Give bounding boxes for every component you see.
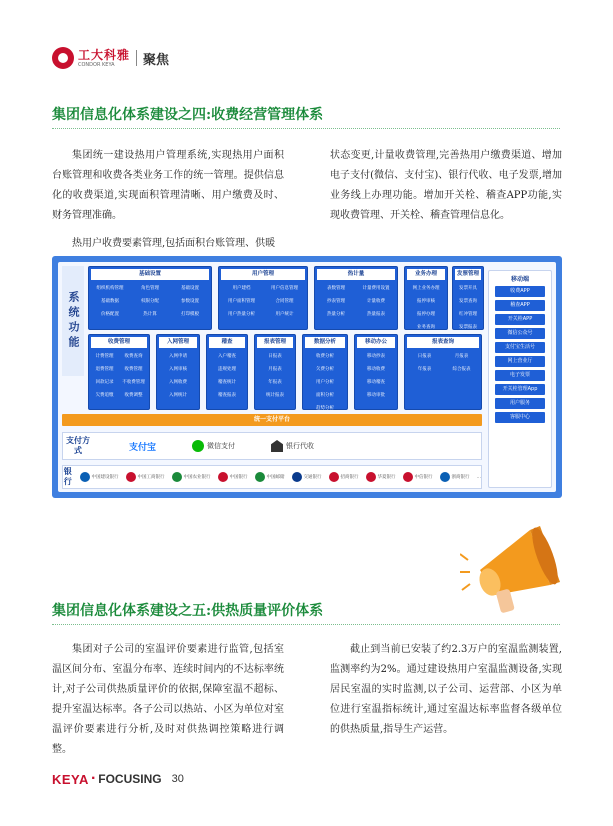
bank-emblem-icon (440, 472, 450, 482)
module-item: 打印模板 (181, 312, 199, 317)
module-item: 组织机构管理 (96, 286, 124, 291)
module-item: 日报表 (417, 354, 432, 359)
bank-more: … (476, 474, 481, 480)
section5-left-column (52, 640, 284, 768)
bottom-module-title: 收费管理 (91, 337, 147, 348)
bank-emblem-icon (255, 472, 265, 482)
module-item: 收费分析 (316, 354, 334, 359)
bottom-module-title: 数据分析 (305, 337, 345, 348)
module-item: 移动抄表 (367, 354, 385, 359)
module-item: 发票开具 (459, 286, 477, 291)
section4-right-p1: 状态变更,计量收费管理,完善热用户缴费渠道、增加电子支付(微信、支付宝)、银行代收、电子发票,增加业务线上办理功能。增加开关栓、稽查APP功能,实现收费管理、开关栓、稽查管理信息化。 (330, 150, 562, 221)
footer-brand2: FOCUSING (98, 772, 162, 786)
bottom-module-title: 报表管理 (257, 337, 293, 348)
top-module-2 (314, 266, 398, 330)
bottom-module-title: 入网管理 (159, 337, 197, 348)
module-item: 用户信息管理 (271, 286, 298, 291)
bottom-module-1 (156, 334, 200, 410)
module-item: 发票查询 (459, 299, 477, 304)
bank-icon (271, 440, 283, 452)
bottom-module-title: 报表查询 (407, 337, 479, 348)
module-item: 发票报表 (459, 325, 477, 330)
bottom-module-0 (88, 334, 150, 410)
bank-name: 中国农业银行 (183, 475, 211, 480)
module-item: 入户稽查 (218, 354, 236, 359)
module-item: 用户统计 (275, 312, 294, 317)
module-item: 价格配置 (101, 312, 119, 317)
right-panel-item: 稽查APP (495, 300, 545, 311)
bank-name: 中信银行 (414, 475, 433, 480)
bank-logo (329, 472, 359, 482)
module-item: 热计算 (143, 312, 157, 317)
right-panel-item: 用户服务 (495, 398, 545, 409)
section4-left-p2: 热用户收费要素管理,包括面积台账管理、供暖 (72, 238, 276, 249)
module-item: 年报表 (268, 380, 282, 385)
bank-logo (403, 472, 433, 482)
bottom-module-2 (206, 334, 248, 410)
right-panel-item: 开关栓APP (495, 314, 545, 325)
bottom-module-5 (354, 334, 398, 410)
bank-emblem-icon (126, 472, 136, 482)
right-panel-item: 微信公众号 (495, 328, 545, 339)
module-item: 计量收费 (367, 299, 385, 304)
module-item: 网上业务办理 (412, 286, 440, 291)
section4-left-column (52, 146, 284, 262)
bank-logo (126, 472, 165, 482)
module-item: 热量分析 (327, 312, 345, 317)
bottom-module-4 (302, 334, 348, 410)
module-item: 欠费分析 (316, 367, 334, 372)
fee-management-diagram (52, 256, 562, 498)
top-module-1 (218, 266, 308, 330)
right-panel-item: 网上营业厅 (495, 356, 545, 367)
bank-name: 交通银行 (303, 475, 322, 480)
module-item: 不收费管理 (122, 380, 145, 385)
top-module-title: 用户管理 (221, 269, 305, 280)
bottom-module-6 (404, 334, 482, 410)
bank-name: 华夏银行 (377, 475, 396, 480)
bank-row-label: 银行 (63, 467, 72, 486)
bank-logos (73, 472, 470, 482)
page-number: 30 (171, 773, 184, 785)
bank-collection-label: 银行代收 (286, 442, 315, 450)
module-item: 收费查询 (124, 354, 143, 359)
module-item: 计量费用设置 (362, 286, 390, 291)
section5-right-p1: 截止到当前已安装了约2.3万户的室温监测装置,监测率约为2%。通过建设热用户室温监测设备,实现居民室温的实时监测,以子公司、运营部、小区为单位进行室温指标统计,通过室温达标率监督各级单位的供热质量,指导生产运营。 (330, 644, 562, 735)
alipay-logo (129, 440, 156, 453)
bottom-module-3 (254, 334, 296, 410)
bank-logo (218, 472, 248, 482)
bank-logo (255, 472, 285, 482)
section5-rule (52, 624, 560, 625)
top-module-0 (88, 266, 212, 330)
right-panel-items (489, 286, 551, 423)
right-panel-item: 开关栓管理App (495, 384, 545, 395)
module-item: 综合报表 (452, 367, 471, 372)
module-item: 移动收费 (367, 367, 385, 372)
bank-logo (366, 472, 396, 482)
module-item: 面积分析 (316, 393, 334, 398)
bank-emblem-icon (366, 472, 376, 482)
wechat-pay-label: 微信支付 (207, 442, 236, 450)
module-item: 趋势分析 (316, 406, 334, 411)
section5-title: 集团信息化体系建设之五:供热质量评价体系 (52, 603, 324, 619)
module-item: 入网审核 (169, 367, 187, 372)
bottom-module-title: 稽查 (209, 337, 245, 348)
page-footer (52, 770, 184, 788)
diagram-inner (58, 262, 556, 492)
module-item: 参数设置 (181, 299, 199, 304)
section5-left-p1: 集团对子公司的室温评价要素进行监管,包括室温区间分布、室温分布率、连续时间内的不达标率统计,对子公司供热质量评价的依据,保障室温不超标、提升室温达标率。各子公司以热站、小区为单位对室温评价要素进行分析,及时对供热调控策略进行调整。 (52, 644, 284, 755)
module-item: 稽查报表 (218, 393, 236, 398)
module-item: 报停办理 (417, 312, 435, 317)
logo-cn: 工大科雅 (78, 47, 131, 62)
module-item: 欠费追缴 (95, 393, 114, 398)
diagram-right-panel (488, 270, 552, 488)
module-item: 月报表 (268, 367, 282, 372)
module-item: 热量报表 (367, 312, 385, 317)
bank-emblem-icon (80, 472, 90, 482)
payment-methods-row (62, 432, 482, 460)
company-logo-icon (52, 47, 74, 69)
bank-name: 中国建设银行 (91, 475, 119, 480)
section4-rule (52, 128, 560, 129)
bank-emblem-icon (172, 472, 182, 482)
top-module-title: 业务办理 (407, 269, 445, 280)
bank-name: 中国邮储 (266, 475, 285, 480)
megaphone-icon (460, 510, 570, 620)
top-module-title: 发票管理 (455, 269, 481, 280)
wechat-pay-logo (192, 440, 235, 452)
bank-name: 招商银行 (340, 475, 359, 480)
module-item: 抄表管理 (327, 299, 345, 304)
top-module-title: 热计量 (317, 269, 395, 280)
logo-en: CONDOR KEYA (78, 61, 115, 68)
diagram-side-label: 系统功能 (62, 266, 84, 376)
wechat-icon (192, 440, 204, 452)
module-item: 回款记录 (95, 380, 114, 385)
top-module-3 (404, 266, 448, 330)
module-item: 表数管理 (327, 286, 345, 291)
bank-name: 浙商银行 (451, 475, 470, 480)
payment-row-label: 支付方式 (66, 436, 90, 455)
module-item: 用户建档 (232, 286, 251, 291)
right-panel-item: 电子发票 (495, 370, 545, 381)
top-module-title: 基础设置 (91, 269, 209, 280)
module-item: 用户分析 (316, 380, 334, 385)
section-tag: 聚焦 (143, 52, 170, 68)
bank-logo (292, 472, 322, 482)
right-panel-item: 支付宝生活号 (495, 342, 545, 353)
module-item: 基础设置 (181, 286, 199, 291)
section4-left-p1: 集团统一建设热用户管理系统,实现热用户面积台账管理和收费各类业务工作的统一管理。提供信息化的收费渠道,实现面积管理清晰、用户缴费及时、财务管理准确。 (52, 150, 284, 221)
bank-logo (172, 472, 211, 482)
module-item: 红冲管理 (459, 312, 477, 317)
bank-name: 中国银行 (229, 475, 248, 480)
unified-payment-bar: 统一支付平台 (62, 414, 482, 426)
module-item: 统计报表 (266, 393, 284, 398)
module-item: 权限分配 (141, 299, 159, 304)
alipay-label: 支付宝 (129, 442, 157, 453)
top-module-4 (452, 266, 484, 330)
bank-emblem-icon (329, 472, 339, 482)
banks-row (62, 465, 482, 489)
bank-collection-logo (271, 440, 314, 452)
bank-name: 中国工商银行 (137, 475, 165, 480)
module-item: 角色管理 (141, 286, 159, 291)
page-header (52, 46, 169, 70)
module-item: 年报表 (417, 367, 432, 372)
bank-logo (80, 472, 119, 482)
module-item: 移动稽查 (367, 380, 385, 385)
section4-title: 集团信息化体系建设之四:收费经营管理体系 (52, 107, 324, 123)
right-panel-title: 移动端 (510, 276, 529, 283)
module-item: 收费管理 (124, 367, 143, 372)
module-item: 收费调整 (124, 393, 143, 398)
module-item: 用户面积管理 (228, 299, 255, 304)
module-item: 稽查统计 (218, 380, 236, 385)
bank-emblem-icon (403, 472, 413, 482)
module-item: 报停审核 (417, 299, 435, 304)
module-item: 日报表 (268, 354, 282, 359)
module-item: 月报表 (454, 354, 469, 359)
module-item: 基础数据 (101, 299, 119, 304)
bank-logo (440, 472, 470, 482)
module-item: 违规处理 (218, 367, 236, 372)
section4-right-column (330, 146, 562, 234)
module-item: 用户热量分析 (228, 312, 255, 317)
right-panel-item: 收费APP (495, 286, 545, 297)
footer-dot: · (90, 770, 97, 787)
footer-brand: KEYA (52, 771, 89, 787)
module-item: 计费管理 (95, 354, 114, 359)
module-item: 入网收费 (169, 380, 187, 385)
module-item: 入网申请 (169, 354, 187, 359)
module-item: 入网统计 (169, 393, 187, 398)
bottom-module-title: 移动办公 (357, 337, 395, 348)
module-item: 合同管理 (275, 299, 294, 304)
module-item: 业务查询 (417, 325, 435, 330)
bank-emblem-icon (218, 472, 228, 482)
bank-emblem-icon (292, 472, 302, 482)
module-item: 退费管理 (95, 367, 114, 372)
header-divider (136, 50, 137, 66)
right-panel-item: 客服中心 (495, 412, 545, 423)
section5-right-column (330, 640, 562, 748)
module-item: 移动审批 (367, 393, 385, 398)
company-logo-text (78, 49, 130, 68)
